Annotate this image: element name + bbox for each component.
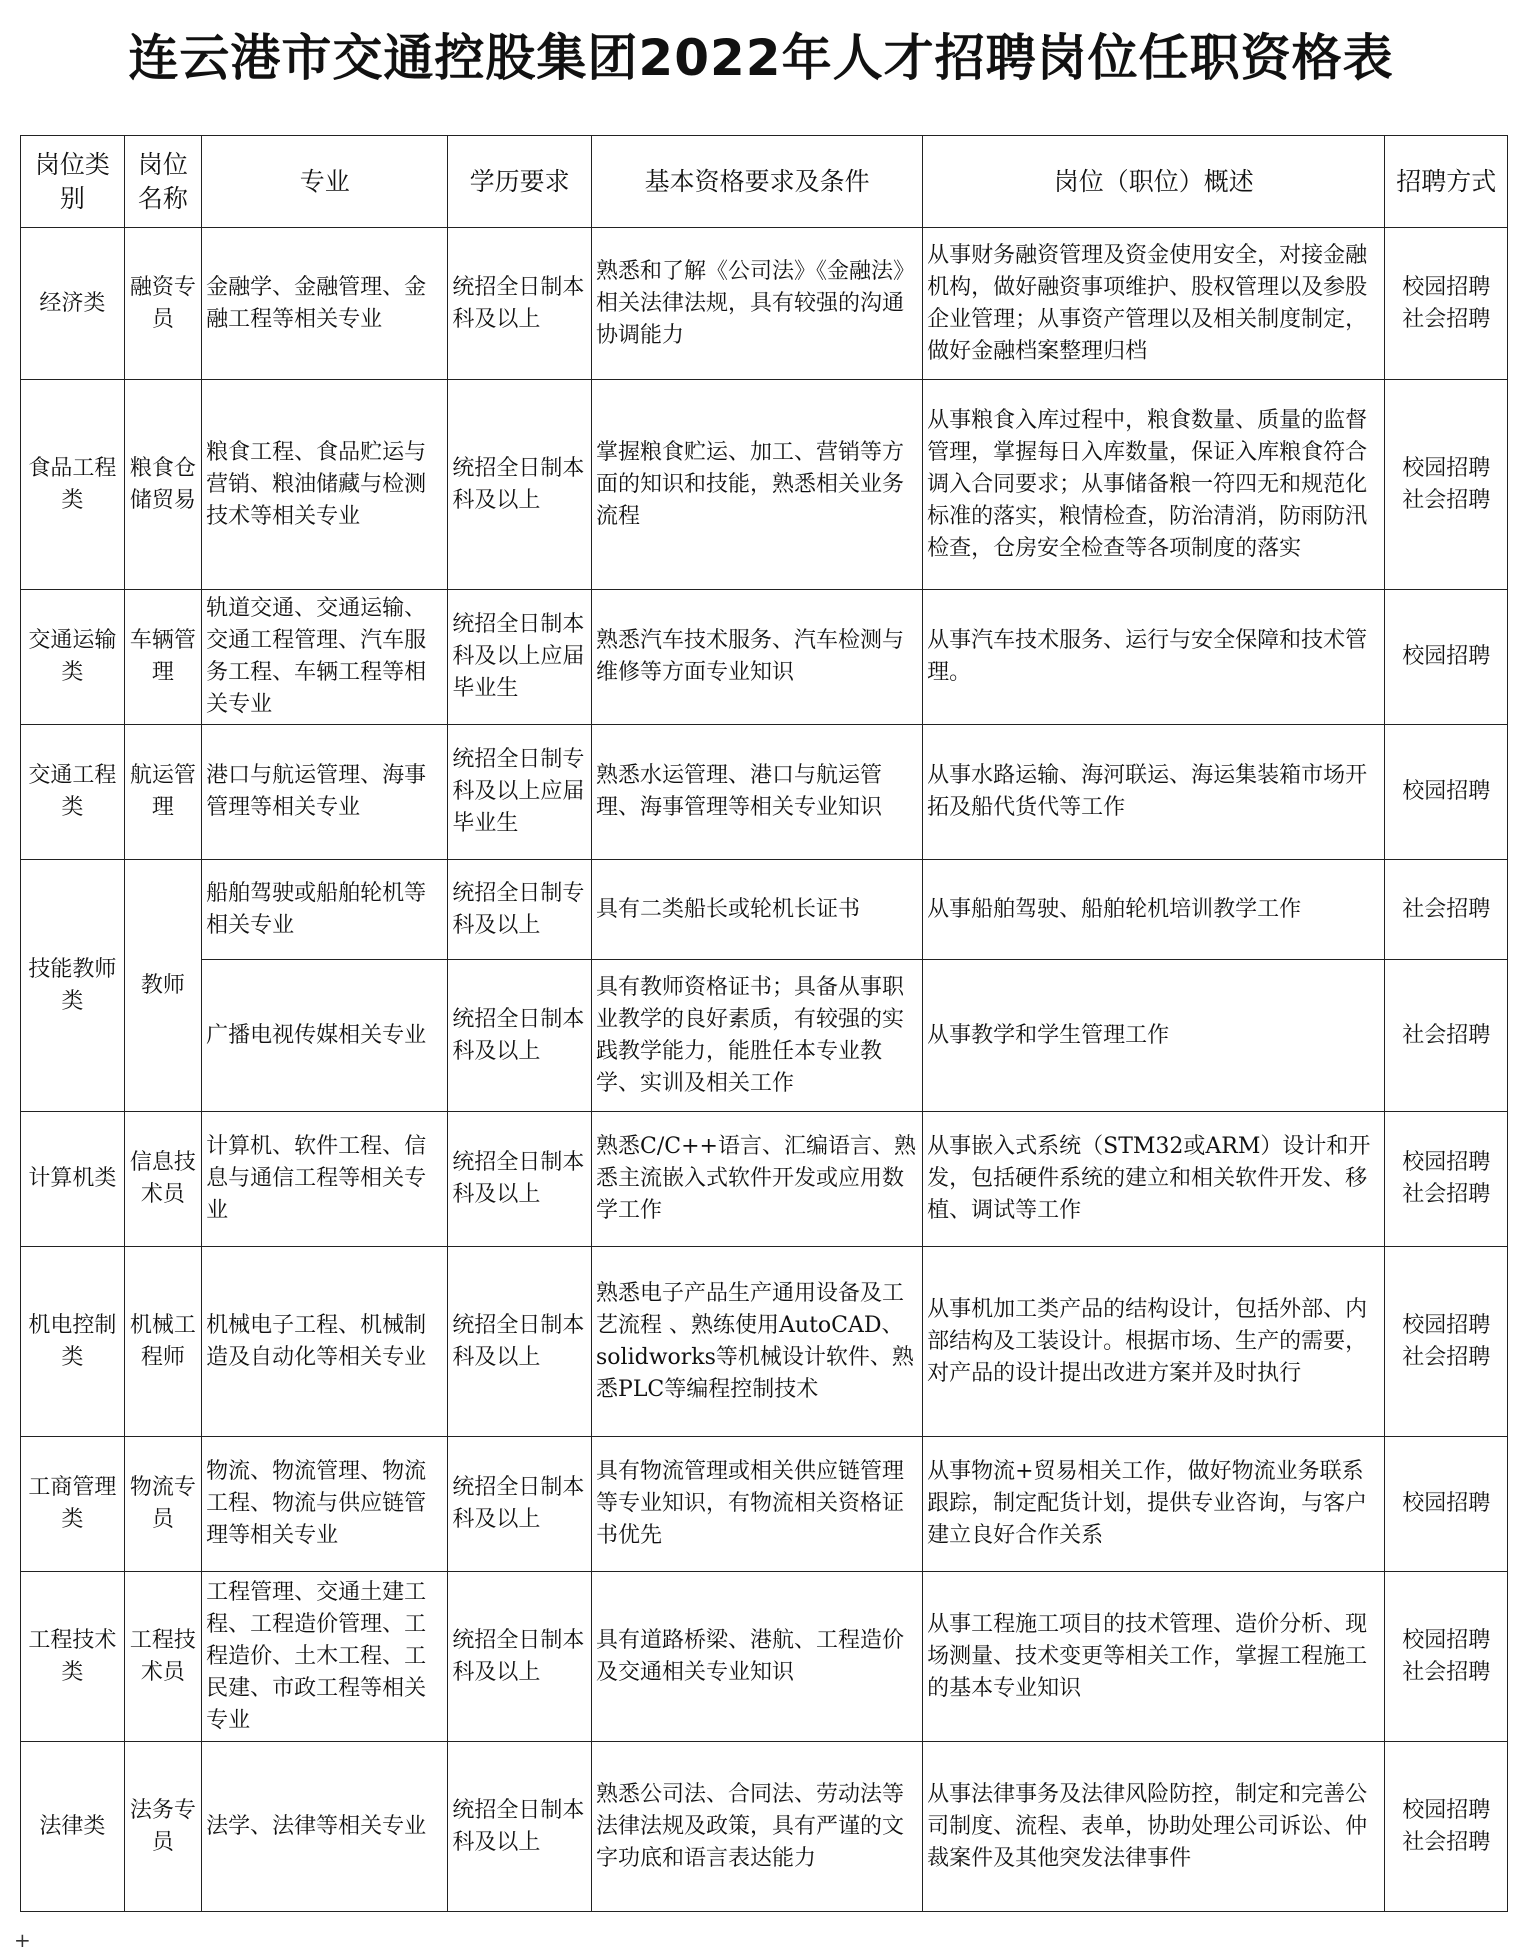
qualification-table <box>20 135 1508 1912</box>
cell-requirements: 具有教师资格证书；具备从事职业教学的良好素质，有较强的实践教学能力，能胜任本专业教学、实训及相关工作 <box>592 960 923 1112</box>
cell-method: 校园招聘 社会招聘 <box>1385 380 1508 590</box>
cell-position: 教师 <box>124 860 201 1112</box>
cell-major: 金融学、金融管理、金融工程等相关专业 <box>202 228 448 380</box>
table-row <box>21 860 1508 960</box>
header-major: 专业 <box>202 136 448 228</box>
cell-major: 物流、物流管理、物流工程、物流与供应链管理等相关专业 <box>202 1437 448 1572</box>
cell-description: 从事工程施工项目的技术管理、造价分析、现场测量、技术变更等相关工作，掌握工程施工的基本专业知识 <box>923 1572 1385 1742</box>
cell-category: 法律类 <box>21 1742 125 1912</box>
cell-method: 校园招聘 <box>1385 590 1508 725</box>
cell-education: 统招全日制本科及以上 <box>448 228 592 380</box>
table-row <box>21 380 1508 590</box>
cell-position: 融资专员 <box>124 228 201 380</box>
cell-method: 校园招聘 社会招聘 <box>1385 1247 1508 1437</box>
header-requirements: 基本资格要求及条件 <box>592 136 923 228</box>
cell-description: 从事物流+贸易相关工作，做好物流业务联系跟踪，制定配货计划，提供专业咨询，与客户建立良好合作关系 <box>923 1437 1385 1572</box>
cell-major: 船舶驾驶或船舶轮机等相关专业 <box>202 860 448 960</box>
cell-category: 工程技术类 <box>21 1572 125 1742</box>
cell-category: 食品工程类 <box>21 380 125 590</box>
cell-education: 统招全日制本科及以上 <box>448 1572 592 1742</box>
cell-method: 校园招聘 社会招聘 <box>1385 1742 1508 1912</box>
page-end-mark: + <box>14 1928 31 1952</box>
header-method: 招聘方式 <box>1385 136 1508 228</box>
cell-education: 统招全日制专科及以上 <box>448 860 592 960</box>
cell-category: 计算机类 <box>21 1112 125 1247</box>
cell-major: 粮食工程、食品贮运与营销、粮油储藏与检测技术等相关专业 <box>202 380 448 590</box>
cell-requirements: 熟悉公司法、合同法、劳动法等法律法规及政策，具有严谨的文字功底和语言表达能力 <box>592 1742 923 1912</box>
cell-requirements: 熟悉电子产品生产通用设备及工艺流程 、熟练使用AutoCAD、solidworks等机械设计软件、熟悉PLC等编程控制技术 <box>592 1247 923 1437</box>
cell-position: 信息技术员 <box>124 1112 201 1247</box>
cell-category: 经济类 <box>21 228 125 380</box>
header-position: 岗位名称 <box>124 136 201 228</box>
header-category: 岗位类别 <box>21 136 125 228</box>
cell-position: 粮食仓储贸易 <box>124 380 201 590</box>
cell-education: 统招全日制本科及以上应届毕业生 <box>448 590 592 725</box>
cell-method: 社会招聘 <box>1385 860 1508 960</box>
header-education: 学历要求 <box>448 136 592 228</box>
cell-category: 机电控制类 <box>21 1247 125 1437</box>
table-header-row <box>21 136 1508 228</box>
cell-requirements: 掌握粮食贮运、加工、营销等方面的知识和技能，熟悉相关业务流程 <box>592 380 923 590</box>
table-row <box>21 725 1508 860</box>
table-row <box>21 1742 1508 1912</box>
table-row <box>21 1437 1508 1572</box>
table-row <box>21 228 1508 380</box>
cell-major: 广播电视传媒相关专业 <box>202 960 448 1112</box>
cell-requirements: 熟悉和了解《公司法》《金融法》相关法律法规，具有较强的沟通协调能力 <box>592 228 923 380</box>
cell-category: 工商管理类 <box>21 1437 125 1572</box>
cell-category: 技能教师类 <box>21 860 125 1112</box>
cell-major: 工程管理、交通土建工程、工程造价管理、工程造价、土木工程、工民建、市政工程等相关专业 <box>202 1572 448 1742</box>
cell-education: 统招全日制专科及以上应届毕业生 <box>448 725 592 860</box>
cell-requirements: 熟悉水运管理、港口与航运管理、海事管理等相关专业知识 <box>592 725 923 860</box>
cell-description: 从事嵌入式系统（STM32或ARM）设计和开发，包括硬件系统的建立和相关软件开发、移植、调试等工作 <box>923 1112 1385 1247</box>
cell-education: 统招全日制本科及以上 <box>448 380 592 590</box>
cell-description: 从事船舶驾驶、船舶轮机培训教学工作 <box>923 860 1385 960</box>
cell-education: 统招全日制本科及以上 <box>448 1247 592 1437</box>
cell-position: 航运管理 <box>124 725 201 860</box>
table-row <box>21 590 1508 725</box>
cell-position: 车辆管理 <box>124 590 201 725</box>
cell-major: 港口与航运管理、海事管理等相关专业 <box>202 725 448 860</box>
table-row <box>21 1112 1508 1247</box>
cell-category: 交通工程类 <box>21 725 125 860</box>
cell-major: 计算机、软件工程、信息与通信工程等相关专业 <box>202 1112 448 1247</box>
cell-position: 物流专员 <box>124 1437 201 1572</box>
cell-major: 轨道交通、交通运输、交通工程管理、汽车服务工程、车辆工程等相关专业 <box>202 590 448 725</box>
cell-description: 从事汽车技术服务、运行与安全保障和技术管理。 <box>923 590 1385 725</box>
cell-description: 从事法律事务及法律风险防控，制定和完善公司制度、流程、表单，协助处理公司诉讼、仲裁案件及其他突发法律事件 <box>923 1742 1385 1912</box>
cell-major: 机械电子工程、机械制造及自动化等相关专业 <box>202 1247 448 1437</box>
cell-method: 校园招聘 社会招聘 <box>1385 228 1508 380</box>
cell-category: 交通运输类 <box>21 590 125 725</box>
cell-requirements: 熟悉汽车技术服务、汽车检测与维修等方面专业知识 <box>592 590 923 725</box>
cell-method: 校园招聘 社会招聘 <box>1385 1112 1508 1247</box>
cell-requirements: 具有二类船长或轮机长证书 <box>592 860 923 960</box>
cell-position: 法务专员 <box>124 1742 201 1912</box>
page-title: 连云港市交通控股集团2022年人才招聘岗位任职资格表 <box>128 29 1394 87</box>
cell-description: 从事教学和学生管理工作 <box>923 960 1385 1112</box>
cell-position: 工程技术员 <box>124 1572 201 1742</box>
cell-education: 统招全日制本科及以上 <box>448 1437 592 1572</box>
table-row <box>21 1247 1508 1437</box>
cell-requirements: 具有道路桥梁、港航、工程造价及交通相关专业知识 <box>592 1572 923 1742</box>
cell-education: 统招全日制本科及以上 <box>448 960 592 1112</box>
cell-method: 校园招聘 <box>1385 1437 1508 1572</box>
cell-education: 统招全日制本科及以上 <box>448 1742 592 1912</box>
cell-requirements: 熟悉C/C++语言、汇编语言、熟悉主流嵌入式软件开发或应用数学工作 <box>592 1112 923 1247</box>
table-row <box>21 1572 1508 1742</box>
cell-description: 从事水路运输、海河联运、海运集装箱市场开拓及船代货代等工作 <box>923 725 1385 860</box>
table-row <box>21 960 1508 1112</box>
cell-education: 统招全日制本科及以上 <box>448 1112 592 1247</box>
cell-method: 校园招聘 社会招聘 <box>1385 1572 1508 1742</box>
cell-method: 校园招聘 <box>1385 725 1508 860</box>
header-description: 岗位（职位）概述 <box>923 136 1385 228</box>
cell-description: 从事粮食入库过程中，粮食数量、质量的监督管理，掌握每日入库数量，保证入库粮食符合调入合同要求；从事储备粮一符四无和规范化标准的落实，粮情检查，防治清消，防雨防汛检查，仓房安全检查等各项制度的落实 <box>923 380 1385 590</box>
cell-description: 从事财务融资管理及资金使用安全，对接金融机构，做好融资事项维护、股权管理以及参股企业管理；从事资产管理以及相关制度制定，做好金融档案整理归档 <box>923 228 1385 380</box>
cell-position: 机械工程师 <box>124 1247 201 1437</box>
cell-description: 从事机加工类产品的结构设计，包括外部、内部结构及工装设计。根据市场、生产的需要，对产品的设计提出改进方案并及时执行 <box>923 1247 1385 1437</box>
cell-major: 法学、法律等相关专业 <box>202 1742 448 1912</box>
cell-requirements: 具有物流管理或相关供应链管理等专业知识，有物流相关资格证书优先 <box>592 1437 923 1572</box>
cell-method: 社会招聘 <box>1385 960 1508 1112</box>
